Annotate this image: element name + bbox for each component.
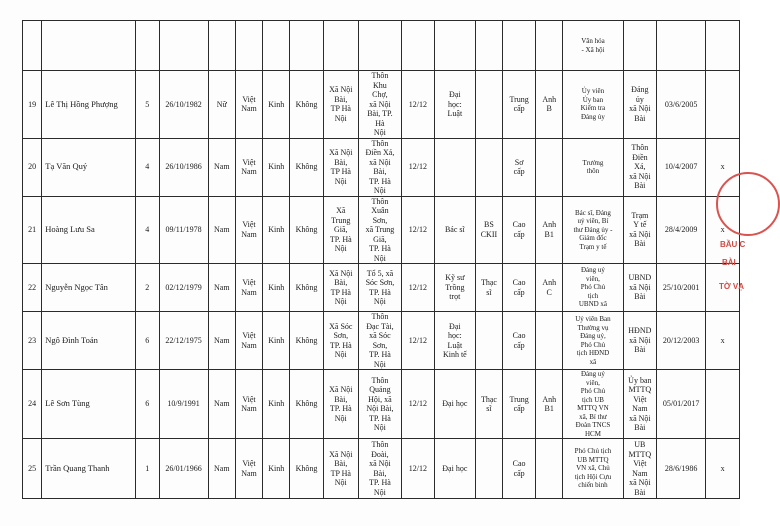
table-row — [23, 370, 740, 439]
cell-degree — [475, 138, 502, 196]
cell-party-join-date: 28/6/1986 — [657, 439, 706, 499]
cell-party-join-date: 05/01/2017 — [657, 370, 706, 439]
table-row — [23, 264, 740, 312]
table-row — [23, 138, 740, 196]
cell-party-join-date: 03/6/2005 — [657, 71, 706, 139]
cell-general-education: 12/12 — [401, 196, 434, 264]
cell-nationality: Việt Nam — [235, 138, 262, 196]
cell-specialty: Bác sĩ — [434, 196, 475, 264]
cell-workplace: UBND xã Nội Bài — [623, 264, 656, 312]
cell-specialty: Đại học — [434, 370, 475, 439]
cell-stt: 22 — [23, 264, 42, 312]
cell-count: 5 — [135, 71, 159, 139]
cell-nationality: Việt Nam — [235, 439, 262, 499]
cell-language: Anh B1 — [536, 196, 563, 264]
cell-residence: Thôn Đạc Tài, xã Sóc Sơn, TP. Hà Nội — [358, 312, 401, 370]
cell-workplace: Trạm Y tế xã Nội Bài — [623, 196, 656, 264]
red-seal-stamp — [716, 172, 780, 236]
cell-nationality: Việt Nam — [235, 312, 262, 370]
cell-mark — [706, 370, 740, 439]
cell-ethnicity: Kinh — [263, 71, 290, 139]
cell-ethnicity: Kinh — [263, 370, 290, 439]
cell-stt: 23 — [23, 312, 42, 370]
cell-general-education: 12/12 — [401, 439, 434, 499]
cell-specialty: Đại học: Luật — [434, 71, 475, 139]
stamp-text: BÀI — [722, 258, 736, 267]
table-row — [23, 71, 740, 139]
cell-mark: x — [706, 196, 740, 264]
cell-name: Hoàng Lưu Sa — [42, 196, 136, 264]
cell-political-theory: Sơ cấp — [503, 138, 536, 196]
cell-ethnicity: Kinh — [263, 138, 290, 196]
cell-name: Lê Thị Hồng Phượng — [42, 71, 136, 139]
cell-residence: Tổ 5, xã Sóc Sơn, TP. Hà Nội — [358, 264, 401, 312]
cell-mark: x — [706, 439, 740, 499]
cell-name: Nguyễn Ngọc Tân — [42, 264, 136, 312]
cell-language: Anh B — [536, 71, 563, 139]
table-row — [23, 312, 740, 370]
cell-religion: Không — [290, 312, 323, 370]
cell-specialty: Đại học — [434, 439, 475, 499]
cell-general-education: 12/12 — [401, 312, 434, 370]
cell-general-education: 12/12 — [401, 370, 434, 439]
cell-nationality: Việt Nam — [235, 370, 262, 439]
cell-sex: Nam — [208, 370, 235, 439]
cell-count: 1 — [135, 439, 159, 499]
cell-general-education: 12/12 — [401, 264, 434, 312]
cell-dob: 26/10/1982 — [159, 71, 208, 139]
cell-ethnicity: Kinh — [263, 264, 290, 312]
table-row-continued — [23, 21, 740, 71]
cell-sex: Nữ — [208, 71, 235, 139]
cell-political-theory: Trung cấp — [503, 370, 536, 439]
cell-name: Lê Sơn Tùng — [42, 370, 136, 439]
cell-position: Bác sĩ, Đảng uỷ viên, Bí thư Đảng ủy - Giám đốc Trạm y tế — [563, 196, 623, 264]
cell-position: Đảng uỷ viên, Phó Chủ tịch UB MTTQ VN xã, Bí thư Đoàn TNCS HCM — [563, 370, 623, 439]
cell-specialty: Đại học: Luật Kinh tế — [434, 312, 475, 370]
cell-ethnicity: Kinh — [263, 196, 290, 264]
cell-stt: 24 — [23, 370, 42, 439]
cell-hometown: Xã Nội Bài, TP Hà Nội — [323, 71, 358, 139]
cell-degree — [475, 312, 502, 370]
cell-language: Anh C — [536, 264, 563, 312]
cell-hometown: Xã Trung Giã, TP. Hà Nội — [323, 196, 358, 264]
cell-stt: 19 — [23, 71, 42, 139]
table-row — [23, 196, 740, 264]
cell-count: 2 — [135, 264, 159, 312]
cell-degree: BS CKII — [475, 196, 502, 264]
cell-workplace: Đảng ủy xã Nội Bài — [623, 71, 656, 139]
cell-party-join-date: 20/12/2003 — [657, 312, 706, 370]
cell-specialty — [434, 138, 475, 196]
cell-degree: Thạc sĩ — [475, 370, 502, 439]
cell-stt: 20 — [23, 138, 42, 196]
cell-workplace: Ủy ban MTTQ Việt Nam xã Nội Bài — [623, 370, 656, 439]
cell-residence: Thôn Đoài, xã Nội Bài, TP. Hà Nội — [358, 439, 401, 499]
cell-religion: Không — [290, 370, 323, 439]
cell-position: Ủy viên Ủy ban Kiểm tra Đảng ủy — [563, 71, 623, 139]
cell-residence: Thôn Điền Xá, xã Nội Bài, TP. Hà Nội — [358, 138, 401, 196]
cell-residence: Thôn Quảng Hội, xã Nội Bài, TP. Hà Nội — [358, 370, 401, 439]
cell-language — [536, 439, 563, 499]
cell-dob: 26/10/1986 — [159, 138, 208, 196]
cell-workplace: HĐND xã Nội Bài — [623, 312, 656, 370]
cell-position: Phó Chủ tịch UB MTTQ VN xã, Chủ tịch Hội Cựu chiến binh — [563, 439, 623, 499]
cell-mark: x — [706, 138, 740, 196]
table-row — [23, 439, 740, 499]
cell-stt: 21 — [23, 196, 42, 264]
cell-position: Đảng uỷ viên, Phó Chủ tịch UBND xã — [563, 264, 623, 312]
cell-sex: Nam — [208, 196, 235, 264]
cell-dob: 22/12/1975 — [159, 312, 208, 370]
cell-ethnicity: Kinh — [263, 439, 290, 499]
cell-party-join-date: 10/4/2007 — [657, 138, 706, 196]
cell-political-theory: Cao cấp — [503, 196, 536, 264]
cell-hometown: Xã Nội Bài, TP Hà Nội — [323, 138, 358, 196]
cell-sex: Nam — [208, 439, 235, 499]
cell-religion: Không — [290, 439, 323, 499]
cell-sex: Nam — [208, 138, 235, 196]
cell-nationality: Việt Nam — [235, 196, 262, 264]
cell-position: Uỷ viên Ban Thường vụ Đảng uỷ, Phó Chủ tịch HĐND xã — [563, 312, 623, 370]
stamp-text: BẦU C — [720, 240, 746, 249]
cell-name: Trần Quang Thanh — [42, 439, 136, 499]
cell-language — [536, 138, 563, 196]
cell-position: Trưởng thôn — [563, 138, 623, 196]
cell-political-theory: Cao cấp — [503, 312, 536, 370]
cell-political-theory: Cao cấp — [503, 264, 536, 312]
cell-dob: 10/9/1991 — [159, 370, 208, 439]
table-body — [23, 21, 740, 499]
cell-count: 6 — [135, 370, 159, 439]
cell-residence: Thôn Khu Chợ, xã Nội Bài, TP. Hà Nội — [358, 71, 401, 139]
stamp-text: TỜ VẠ — [719, 282, 745, 291]
cell-religion: Không — [290, 264, 323, 312]
cell-ethnicity: Kinh — [263, 312, 290, 370]
cell-hometown: Xã Nội Bài, TP. Hà Nội — [323, 370, 358, 439]
candidate-table — [22, 20, 740, 499]
cell-mark — [706, 71, 740, 139]
cell-specialty: Kỹ sư Trồng trọt — [434, 264, 475, 312]
cell-degree — [475, 71, 502, 139]
cell-nationality: Việt Nam — [235, 71, 262, 139]
cell-general-education: 12/12 — [401, 71, 434, 139]
cell-count: 6 — [135, 312, 159, 370]
cell-mark: x — [706, 312, 740, 370]
cell-religion: Không — [290, 71, 323, 139]
cell-dob: 02/12/1979 — [159, 264, 208, 312]
cell-language — [536, 312, 563, 370]
cell-count: 4 — [135, 196, 159, 264]
cell-degree — [475, 439, 502, 499]
cell-workplace: UB MTTQ Việt Nam xã Nội Bài — [623, 439, 656, 499]
cell-dob: 26/01/1966 — [159, 439, 208, 499]
cell-hometown: Xã Nội Bài, TP Hà Nội — [323, 439, 358, 499]
cell-degree: Thạc sĩ — [475, 264, 502, 312]
cell-stt: 25 — [23, 439, 42, 499]
cell-residence: Thôn Xuân Sơn, xã Trung Giã, TP. Hà Nội — [358, 196, 401, 264]
cell-nationality: Việt Nam — [235, 264, 262, 312]
cell-hometown: Xã Sóc Sơn, TP. Hà Nội — [323, 312, 358, 370]
cell-dob: 09/11/1978 — [159, 196, 208, 264]
cell-religion: Không — [290, 138, 323, 196]
cell-religion: Không — [290, 196, 323, 264]
cell-hometown: Xã Nội Bài, TP Hà Nội — [323, 264, 358, 312]
cell-name: Ngô Đình Toản — [42, 312, 136, 370]
cell-position-continued: Văn hóa - Xã hội — [563, 21, 623, 71]
cell-sex: Nam — [208, 312, 235, 370]
cell-general-education: 12/12 — [401, 138, 434, 196]
cell-workplace: Thôn Điền Xá, xã Nội Bài — [623, 138, 656, 196]
cell-political-theory: Trung cấp — [503, 71, 536, 139]
cell-sex: Nam — [208, 264, 235, 312]
cell-language: Anh B1 — [536, 370, 563, 439]
cell-count: 4 — [135, 138, 159, 196]
cell-party-join-date: 25/10/2001 — [657, 264, 706, 312]
cell-party-join-date: 28/4/2009 — [657, 196, 706, 264]
cell-name: Tạ Văn Quý — [42, 138, 136, 196]
cell-political-theory: Cao cấp — [503, 439, 536, 499]
